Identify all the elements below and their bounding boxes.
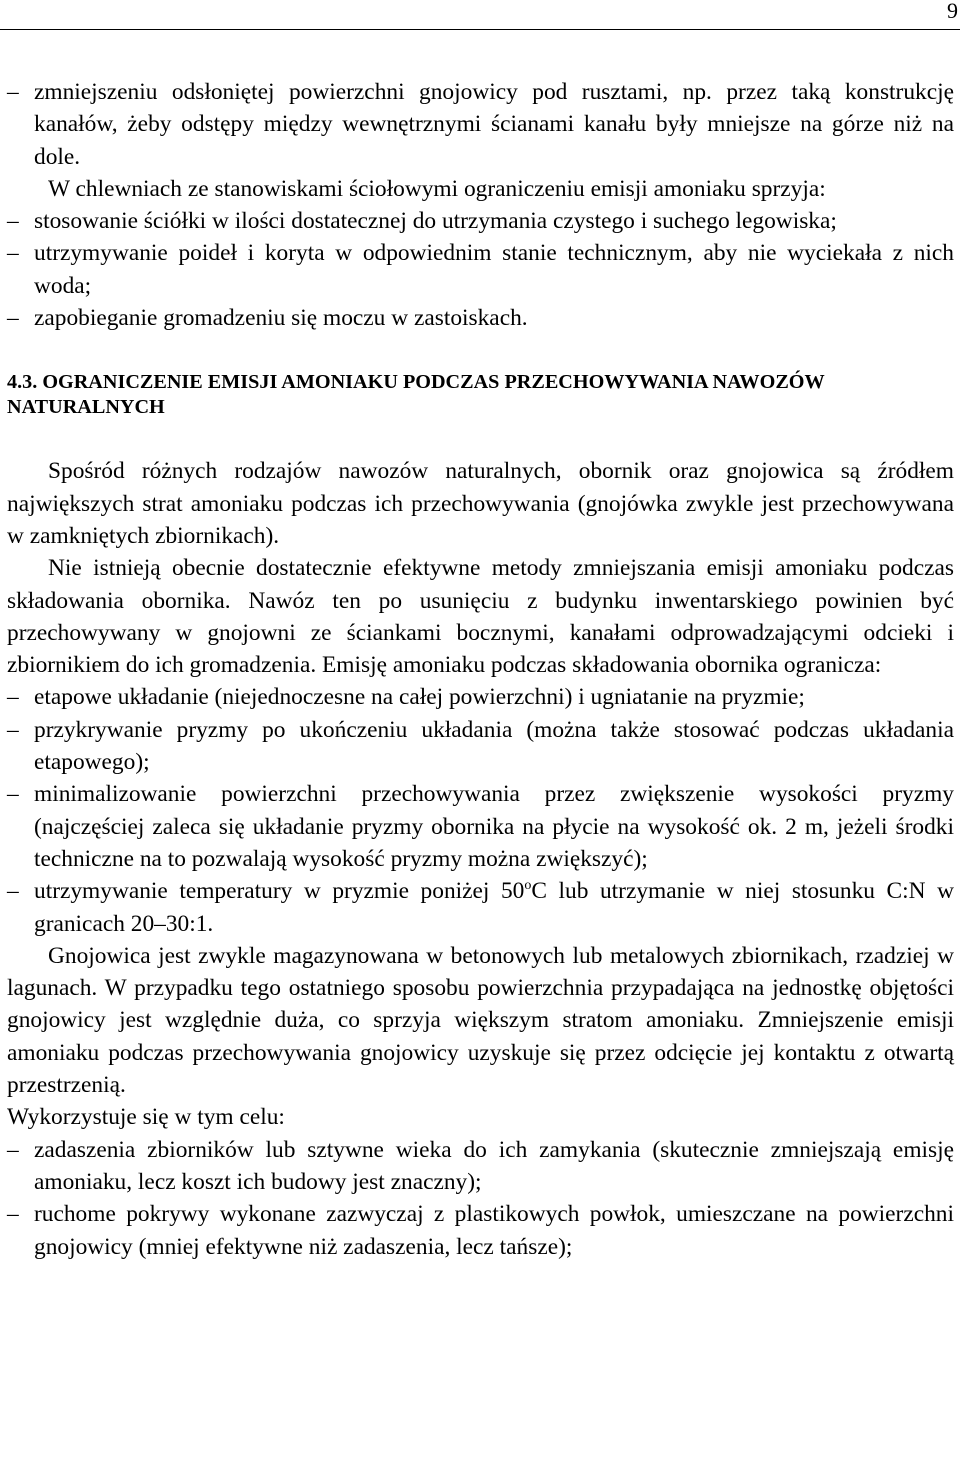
paragraph-gnojowica: Gnojowica jest zwykle magazynowana w betonowych lub metalowych zbiornikach, rzadziej w lagunach. W przypadku tego ostatniego sposobu powierzchnia przypadająca na jednostkę objętości gnojowicy jest względnie duża, co sprzyja większym stratom amoniaku. Zmniejszenie emisji amoniaku podczas przechowywania gnojowicy uzyskuje się przez odcięcie jej kontaktu z otwartą przestrzenią. [7,942,954,1099]
list-item [7,681,954,713]
list-item [7,237,954,302]
list-item [7,205,954,237]
page-content [7,76,954,1263]
list-item-text: przykrywanie pryzmy po ukończeniu układania (można także stosować podczas układania etapowego); [34,716,954,776]
dash-bullet: – [7,79,19,105]
list-item [7,1134,954,1199]
list-item-text: stosowanie ściółki w ilości dostatecznej do utrzymania czystego i suchego legowiska; [34,208,837,235]
temperature-text-before: utrzymywanie temperatury w pryzmie poniżej 50 [34,878,525,905]
dash-bullet: – [7,781,19,808]
list-item [7,1198,954,1263]
list-item-text: etapowe układanie (niejednoczesne na całej powierzchni) i ugniatanie na pryzmie; [34,684,805,711]
list-item [7,302,954,334]
spacer [7,334,954,370]
dash-bullet: – [7,240,19,267]
dash-bullet: – [7,208,19,235]
list-item [7,778,954,875]
list-item [7,714,954,779]
list-item-text: minimalizowanie powierzchni przechowywania przez zwiększenie wysokości pryzmy (najczęściej zaleca się układanie pryzmy obornika na płycie na wysokość ok. 2 m, jeżeli środki techniczne na to pozwalają wysokość pryzmy można zwiększyć); [34,781,954,872]
list-item [7,76,954,173]
paragraph-obornik: Nie istnieją obecnie dostatecznie efektywne metody zmniejszania emisji amoniaku podczas składowania obornika. Nawóz ten po usunięciu z budynku inwentarskiego powinien być przechowywany w gnojowni ze ściankami bocznymi, kanałami odprowadzającymi odcieki i zbiornikiem do ich gromadzenia. Emisję amoniaku podczas składowania obornika ogranicza: [7,555,954,679]
dash-bullet: – [7,716,19,743]
section-heading: 4.3. OGRANICZENIE EMISJI AMONIAKU PODCZAS PRZECHOWYWANIA NAWOZÓW NATURALNYCH [7,371,825,419]
dash-bullet: – [7,1201,19,1228]
temperature-text-after: C lub utrzymanie w niej stosunku C:N w granicach 20–30:1. [34,878,954,937]
page-number: 9 [947,0,958,23]
paragraph-wykorzystuje: Wykorzystuje się w tym celu: [7,1104,285,1131]
dash-bullet: – [7,305,19,332]
list-item-text [34,878,954,936]
list-item [7,875,954,940]
list-item-text: ruchome pokrywy wykonane zazwyczaj z plastikowych powłok, umieszczane na powierzchni gnojowicy (mniej efektywne niż zadaszenia, lecz tańsze); [34,1201,954,1260]
list-item-text: utrzymywanie poideł i koryta w odpowiednim stanie technicznym, aby nie wyciekała z nich woda; [34,240,954,299]
list-item-text: zapobieganie gromadzeniu się moczu w zastoiskach. [34,305,528,332]
dash-bullet: – [7,878,19,905]
header-rule [0,29,960,30]
list-item-text: zadaszenia zbiorników lub sztywne wieka do ich zamykania (skutecznie zmniejszają emisję amoniaku, lecz koszt ich budowy jest znaczny); [34,1136,954,1195]
paragraph-chlewnie: W chlewniach ze stanowiskami ściołowymi ograniczeniu emisji amoniaku sprzyja: [48,175,826,202]
paragraph-sposrod: Spośród różnych rodzajów nawozów naturalnych, obornik oraz gnojowica są źródłem największych strat amoniaku podczas ich przechowywania (gnojówka zwykle jest przechowywana w zamkniętych zbiornikach). [7,458,954,549]
dash-bullet: – [7,684,19,711]
list-item-text: zmniejszeniu odsłoniętej powierzchni gnojowicy pod rusztami, np. przez taką konstrukcję kanałów, żeby odstępy między wewnętrznymi ścianami kanału były mniejsze na górze niż na dole. [34,79,954,170]
degree-superscript: o [524,878,532,894]
dash-bullet: – [7,1136,19,1163]
